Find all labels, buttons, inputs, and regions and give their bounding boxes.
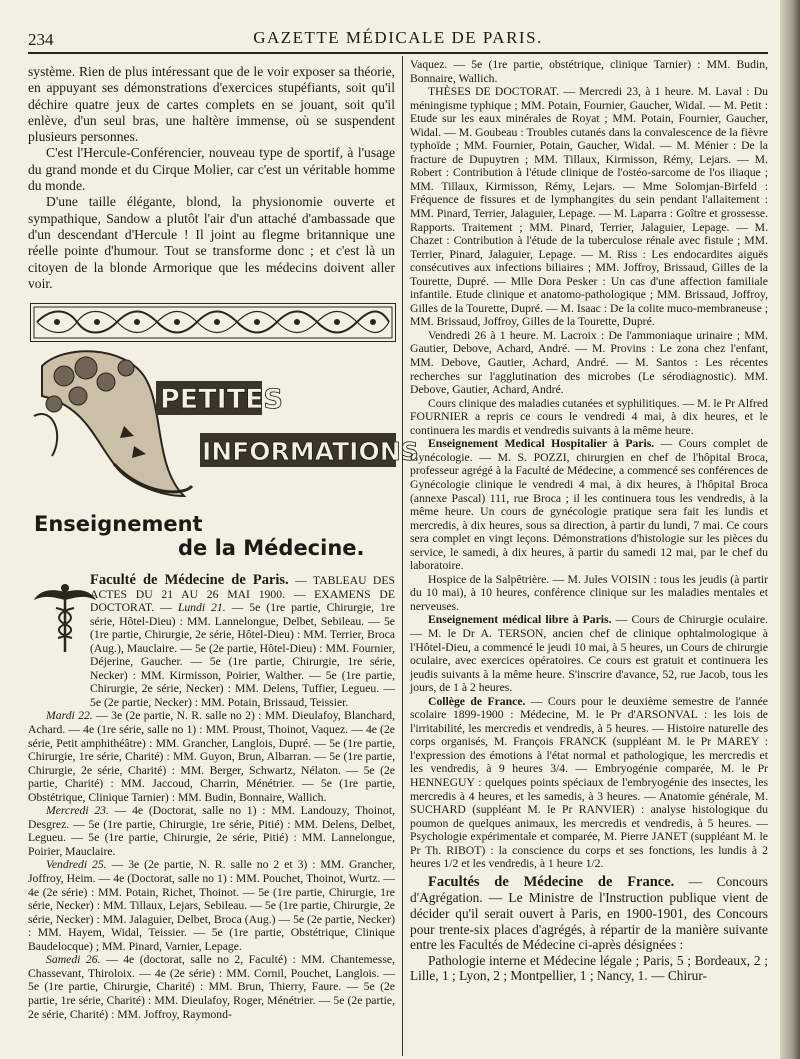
paragraph: Cours clinique des maladies cutanées et syphilitiques. — M. le Pr Alfred FOURNIER a repris ce cours le vendredi 4 mai, à dix heures, et le continuera les mardis et vendredis suivants à la même heure. — [410, 396, 768, 437]
paragraph: Vendredi 26 à 1 heure. M. Lacroix : De l'ammoniaque urinaire ; MM. Gautier, Debove, Achard, André. — M. Provins : Le zona chez l'enfant, MM. Debove, Gautier, Achard, André. — M. Santos : Les récentes recherches sur l'agglutination des microbes (Le sérodiagnostic). MM. Debove, Gautier, Achard, André. — [410, 328, 768, 397]
day-label: Mercredi 23. — [46, 804, 109, 818]
day-paragraph — [28, 804, 395, 858]
section-text: — Cours complet de Gynécologie. — M. S. POZZI, chirurgien en chef de l'hôpital Broca, professeur agrégé à la Faculté de Médecine, a commencé ses conférences de Gynécologie clinique le vendredi 4 mai, à dix heures, à l'hôpital Broca (annexe Pascal) 111, rue Broca ; il les continuera tous les vendredis, à la même heure. Un cours de gynécologie pratique sera fait les lundis et mercredis, à dix heures, sous sa direction, à partir du lundi, 7 mai. Ce cours sera complet en vingt leçons. Démonstrations d'histologie sur les pièces du service, le samedi, à dix heures, à partir du samedi 12 mai, par le chef du laboratoire. — [410, 437, 768, 573]
day-text: — 3e (2e partie, N. R. salle no 2 et 3) : MM. Grancher, Joffroy, Heim. — 4e (Doctorat, salle no 1) : MM. Pouchet, Thoinot, Wurtz. — 4e (2e série) : MM. Potain, Richet, Thoinot. — 5e (1re partie, Chirurgie, 1re série, Necker) : MM. Tillaux, Lejars, Sebileau. — 5e (1re partie, Chirurgie, 2e série, Necker) : MM. Jalaguier, Delbet, Broca (Aug.) — 5e (2e partie, Necker) : MM. Hayem, Widal, Teissier. — 5e (1re partie, Obstétrique, Clinique Baudelocque) ; MM. Pinard, Varnier, Lepage. — [28, 858, 395, 953]
column-divider — [402, 56, 403, 1056]
faculte-section — [28, 574, 395, 1054]
day-paragraph — [28, 709, 395, 804]
section-heading: Facultés de Médecine de France. — [428, 873, 675, 890]
page-header — [28, 24, 768, 52]
day-paragraph — [28, 858, 395, 953]
paragraph: Pathologie interne et Médecine légale ; Paris, 5 ; Bordeaux, 2 ; Lille, 1 ; Lyon, 2 ; Montpellier, 1 ; Nancy, 1. — Chirur- — [410, 952, 768, 984]
logo-line-petites: PETITES — [160, 384, 284, 415]
day-paragraph — [28, 953, 395, 1021]
day-text: — 3e (2e partie, N. R. salle no 2) : MM. Dieulafoy, Blanchard, Achard. — 4e (1re série, salle no 1) : MM. Proust, Thoinot, Vaquez. — 4e (2e série, Petit amphithéâtre) : MM. Grancher, Langlois, Dupré. — 5e (1re partie, Chirurgie, 1re série, Charité) : MM. Guyon, Brun, Albarran. — 5e (1re partie, Chirurgie, 2e série, Charité) : MM. Berger, Schwartz, Nélaton. — 5e (2e partie, Charité) : MM. Jaccoud, Charrin, Ménétrier. — 5e (1re partie, Obstétrique, Clinique Tarnier) : MM. Budin, Bonnaire, Wallich. — [28, 709, 395, 804]
subsection-heading — [34, 512, 396, 568]
paragraph: C'est l'Hercule-Conférencier, nouveau type de sportif, à l'usage du grand monde et du Cirque Molier, car c'est un véritable homme du monde. — [28, 145, 395, 194]
college-paragraph — [410, 695, 768, 871]
scroll-ornament-icon — [31, 304, 395, 341]
paragraph: système. Rien de plus intéressant que de le voir exposer sa théorie, en appuyant ses démonstrations d'exercices stupéfiants, soit qu'il déchire quatre jeux de cartes complets en se jouant, soit qu'il enlève, d'un seul bras, une haltère immense, où se suspendent plusieurs personnes. — [28, 64, 395, 145]
section-text: — Concours d'Agrégation. — Le Ministre de l'Instruction publique vient de décider qu'il serait ouvert à Paris, en 1900-1901, des Concours pour trente-six places d'agrégés, à répartir de la manière suivante entre les Facultés de Médecine ci-après désignées : — [410, 873, 768, 953]
subsection-heading-line2: de la Médecine. — [178, 536, 365, 560]
logo-line-informations: INFORMATIONS — [202, 437, 419, 466]
libre-paragraph — [410, 613, 768, 694]
petites-informations-logo — [34, 346, 419, 516]
facultes-paragraph — [410, 874, 768, 953]
faculte-paragraph — [28, 574, 395, 709]
header-rule — [28, 52, 768, 54]
section-heading: Enseignement médical libre à Paris. — [428, 613, 612, 627]
section-text: — Cours de Chirurgie oculaire. — M. le Dr A. TERSON, ancien chef de clinique ophtalmologique à l'Hôtel-Dieu, a commencé le jeudi 10 mai, à 5 heures, un Cours de chirurgie oculaire, avec exercices opératoires. Ce cours est gratuit et continuera les jeudis suivants à la même heure. S'inscrire d'avance, 52, rue Jacob, tous les jours, de 1 à 2 heures. — [410, 613, 768, 695]
subsection-heading-line1: Enseignement — [34, 512, 203, 536]
section-text: — Cours pour le deuxième semestre de l'année scolaire 1899-1900 : Médecine, M. le Pr d'ARSONVAL : les lois de l'irritabilité, les mercredis et vendredis, à 5 heures. — Histoire naturelle des corps organisés, M. François FRANCK (suppléant M. le Pr MAREY : l'expression des émotions à l'état normal et pathologique, les mercredis et les vendredis, à 9 heures 3/4. — Embryogénie comparée, M. le Pr HENNEGUY : quelques points spéciaux de l'embryogénie des insectes, les mercredis à 4 heures, et les samedis, à 3 heures. — Anatomie générale, M. SUCHARD (suppléant M. le Pr RANVIER) : analyse histologique du poumon de quelques animaux, les mercredis et vendredis, à 5 heures. — Psychologie expérimentale et comparée, M. Pierre JANET (suppléant M. le Pr Th. RIBOT) : la conscience du corps et ses fonctions, les lundis à 2 heures 1/2 et les vendredis, à 1 heure 1/2. — [410, 694, 768, 871]
day-text: — 4e (doctorat, salle no 2, Faculté) : MM. Chantemesse, Chassevant, Thiroloix. — 4e (2e série) : MM. Cornil, Pouchet, Langlois. — 5e (1re partie, Chirurgie, Charité) : MM. Brun, Thierry, Faure. — 5e (2e partie, 1re série, Charité) : MM. Dieulafoy, Roger, Ménétrier. — 5e (2e partie, 2e série, Charité) : MM. Joffroy, Raymond- — [28, 953, 396, 1021]
faculte-intro: — TABLEAU DES ACTES DU 21 AU 26 MAI 1900. — EXAMENS DE DOCTORAT. — — [90, 574, 395, 615]
right-column — [410, 58, 768, 1054]
theses-paragraph — [410, 85, 768, 329]
theses-text: — Mercredi 23, à 1 heure. M. Laval : Du méningisme typhique ; MM. Potain, Fournier, Gaucher, Widal. — M. Petit : Etude sur les eaux minérales de Royat ; MM. Potain, Fournier, Gaucher, Widal. — M. Goubeau : Troubles cutanés dans la convalescence de la fièvre typhoïde ; MM. Fournier, Potain, Gaucher, Widal. — M. Ménier : De la fracture de Dupuytren ; MM. Tillaux, Kirmisson, Rémy, Lejars. — M. Robert : Contribution à l'étude clinique de l'ostéo-sarcome de l'os iliaque ; MM. Tillaux, Kirmisson, Rémy, Lejars. — Mme Solomjan-Birfeld : Fréquence de fissures et de lymphangites du sein pendant l'allaitement : MM. Pinard, Terrier, Jalaguier, Lepage. — M. Laparra : Goître et grossesse. Rapports. Traitement ; MM. Pinard, Terrier, Jalaguier, Lepage. — M. Chazet : Contribution à l'étude de la tuberculose rénale avec fistule ; MM. Terrier, Pinard, Jalaguier, Lepage. — M. Riss : Les endocardites aiguës consécutives aux infections biliaires ; MM. Joffroy, Brissaud, Gilles de la Tourette, Dupré. — Mlle Dora Pesker : Un cas d'une affection familiale infantile. Etude clinique et anatomo-pathologique ; MM. Brissaud, Joffroy, Gilles de la Tourette, Dupré. — M. Isaac : De la colite muco-membraneuse ; MM. Brissaud, Joffroy, Gilles de la Tourette, Dupré. — [410, 85, 769, 329]
page-edge — [780, 0, 800, 1059]
paragraph: Vaquez. — 5e (1re partie, obstétrique, clinique Tarnier) : MM. Budin, Bonnaire, Wallich. — [410, 58, 768, 85]
day-text: — 4e (Doctorat, salle no 1) : MM. Landouzy, Thoinot, Desgrez. — 5e (1re partie, Chirurgie, 1re série, Pitié) : MM. Delens, Delbet, Legueu. — 5e (1re partie, Chirurgie, 2e série, Pitié) : MM. Lannelongue, Poirier, Mauclaire. — [28, 804, 395, 858]
day-label: Samedi 26. — [46, 953, 101, 967]
journal-title: GAZETTE MÉDICALE DE PARIS. — [253, 28, 543, 47]
theses-label: THÈSES DE DOCTORAT. — [428, 85, 560, 99]
cornucopia-icon — [34, 346, 419, 516]
paragraph: Hospice de la Salpêtrière. — M. Jules VOISIN : tous les jeudis (à partir du 10 mai), à 10 heures, conférence clinique sur les maladies mentales et nerveuses. — [410, 572, 768, 613]
section-heading: Enseignement Medical Hospitalier à Paris. — [428, 437, 655, 451]
section-heading: Collège de France. — [428, 694, 526, 708]
day-label: Mardi 22. — [46, 709, 93, 723]
hospitalier-paragraph — [410, 437, 768, 572]
day-label: Vendredi 25. — [46, 858, 107, 872]
left-article-end — [28, 64, 395, 292]
page-number: 234 — [28, 30, 54, 49]
paragraph: D'une taille élégante, blond, la physionomie ouverte et sympathique, Sandow a plutôt l'air d'un attaché d'ambassade que d'un descendant d'Hercule ! Il joint au flegme britannique une réelle pointe d'humour. Tout se transforme donc ; et c'est là un citoyen de la blonde Armorique que les médecins doivent aller voir. — [28, 194, 395, 291]
ornamental-band — [30, 303, 396, 342]
faculte-title: Faculté de Médecine de Paris. — [90, 572, 289, 588]
day-label: Lundi 21. — [177, 601, 226, 615]
day-text: — 5e (1re partie, Chirurgie, 1re série, Hôtel-Dieu) : MM. Lannelongue, Delbet, Sebileau. — 5e (1re partie, Chirurgie, 2e série, Hôtel-Dieu) : MM. Terrier, Broca (Aug.), Mauclaire. — 5e (2e partie, Hôtel-Dieu) : MM. Fournier, Déjerine, Gaucher. — 5e (1re partie, Chirurgie, 1re série, Necker) : MM. Kirmisson, Poirier, Walther. — 5e (1re partie, Chirurgie, 2e série, Necker) : MM. Delens, Tuffier, Legueu. — 5e (2e partie, Necker) : MM. Potain, Brissaud, Teissier. — [90, 601, 395, 709]
